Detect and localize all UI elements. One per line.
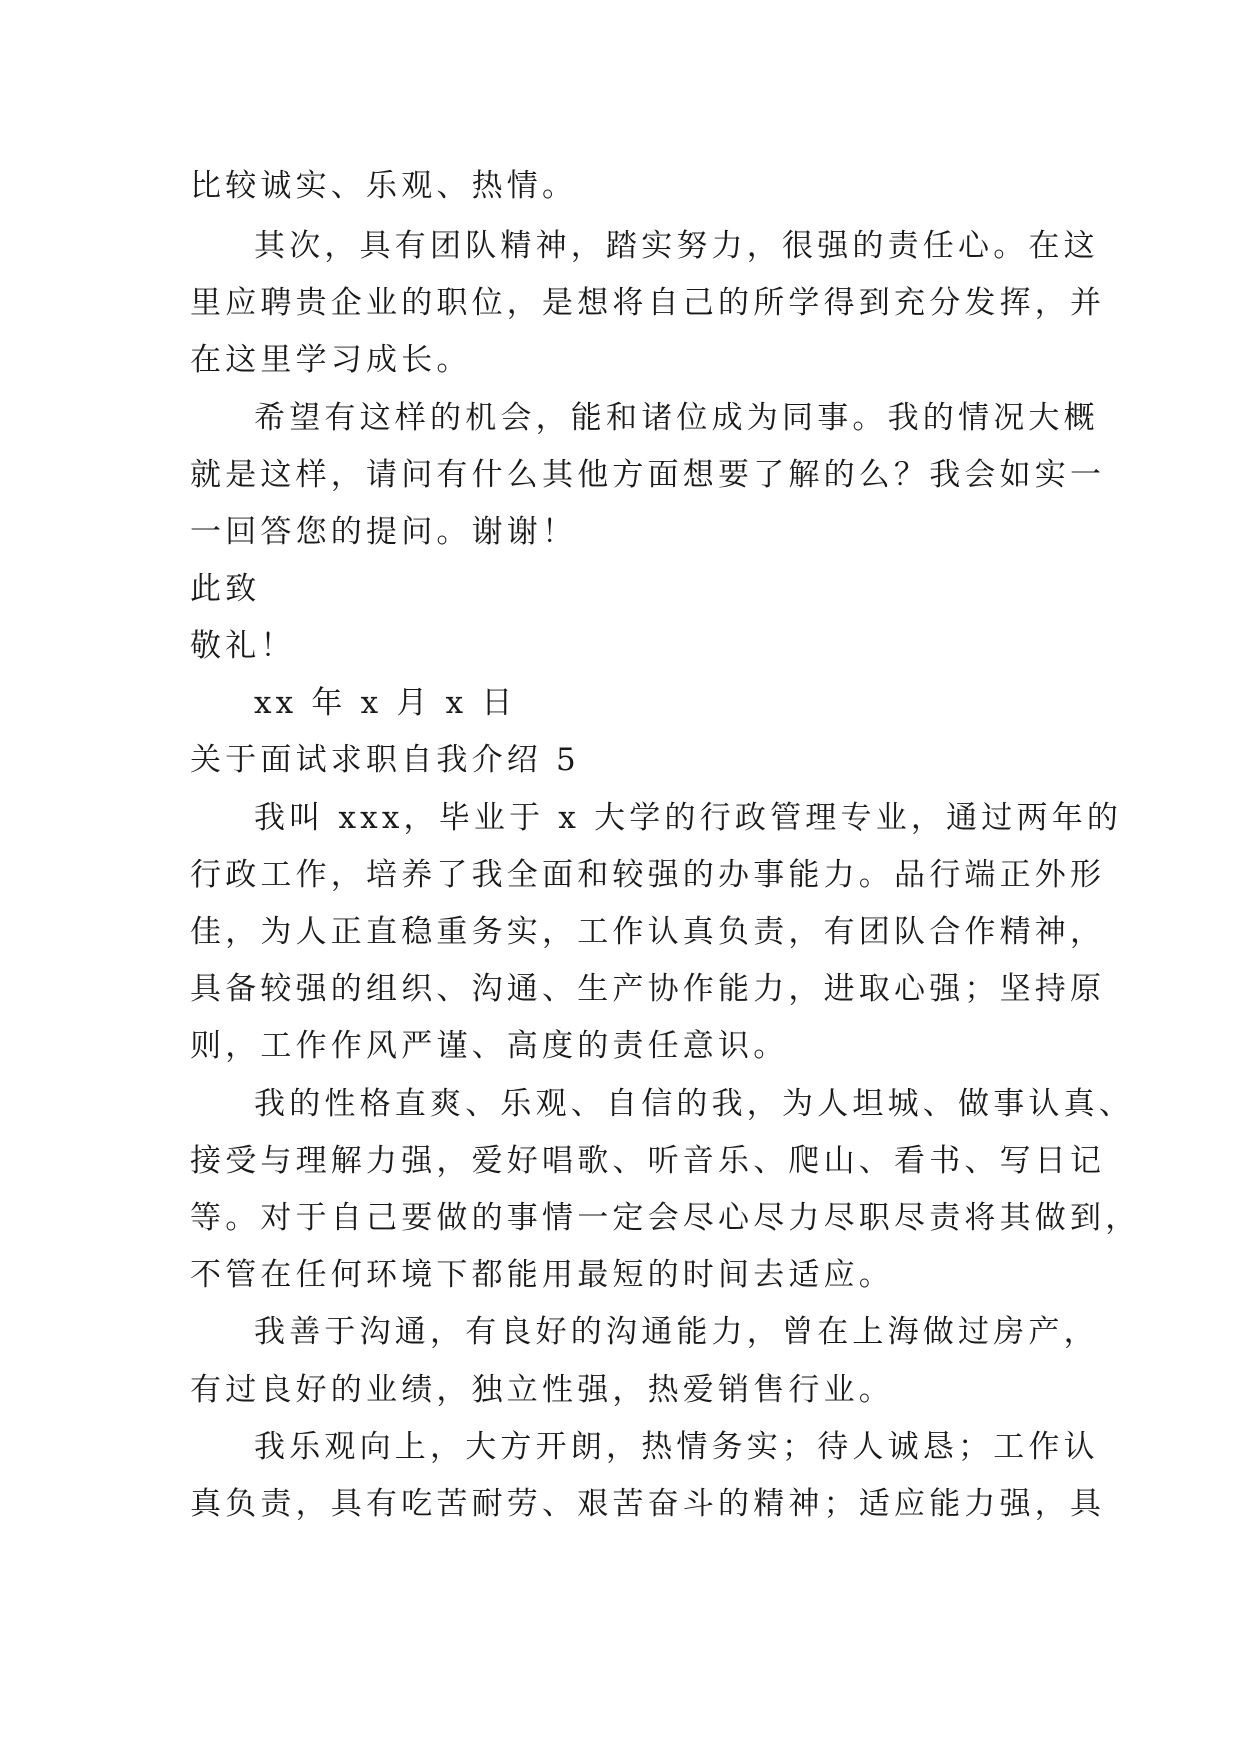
text-line: 接受与理解力强，爱好唱歌、听音乐、爬山、看书、写日记 bbox=[190, 1143, 1106, 1179]
text-line: 不管在任何环境下都能用最短的时间去适应。 bbox=[190, 1257, 894, 1293]
paragraph-first-line: 我乐观向上，大方开朗，热情务实；待人诚恳；工作认 bbox=[254, 1429, 1099, 1465]
text-line: 比较诚实、乐观、热情。 bbox=[190, 168, 578, 204]
text-line: 佳，为人正直稳重务实，工作认真负责，有团队合作精神， bbox=[190, 914, 1106, 950]
text-line: 具备较强的组织、沟通、生产协作能力，进取心强；坚持原 bbox=[190, 971, 1106, 1007]
text-line: 在这里学习成长。 bbox=[190, 342, 472, 378]
closing-regards: 敬礼！ bbox=[190, 628, 296, 664]
text-line: 真负责，具有吃苦耐劳、艰苦奋斗的精神；适应能力强，具 bbox=[190, 1486, 1106, 1522]
closing-salutation: 此致 bbox=[190, 571, 261, 607]
text-line: 有过良好的业绩，独立性强，热爱销售行业。 bbox=[190, 1372, 894, 1408]
text-line: 里应聘贵企业的职位，是想将自己的所学得到充分发挥，并 bbox=[190, 285, 1106, 321]
text-line: 则，工作作风严谨、高度的责任意识。 bbox=[190, 1028, 789, 1064]
paragraph-first-line: 我善于沟通，有良好的沟通能力，曾在上海做过房产， bbox=[254, 1314, 1099, 1350]
date-line: xx 年 x 月 x 日 bbox=[254, 685, 517, 721]
text-line: 行政工作，培养了我全面和较强的办事能力。品行端正外形 bbox=[190, 857, 1106, 893]
text-line: 等。对于自己要做的事情一定会尽心尽力尽职尽责将其做到， bbox=[190, 1200, 1141, 1236]
paragraph-first-line: 我叫 xxx，毕业于 x 大学的行政管理专业，通过两年的 bbox=[254, 800, 1123, 836]
paragraph-first-line: 我的性格直爽、乐观、自信的我，为人坦城、做事认真、 bbox=[254, 1086, 1134, 1122]
text-line: 一回答您的提问。谢谢！ bbox=[190, 514, 578, 550]
paragraph-first-line: 其次，具有团队精神，踏实努力，很强的责任心。在这 bbox=[254, 228, 1099, 264]
section-heading: 关于面试求职自我介绍 5 bbox=[190, 742, 580, 778]
paragraph-first-line: 希望有这样的机会，能和诸位成为同事。我的情况大概 bbox=[254, 400, 1099, 436]
text-line: 就是这样，请问有什么其他方面想要了解的么？我会如实一 bbox=[190, 457, 1106, 493]
